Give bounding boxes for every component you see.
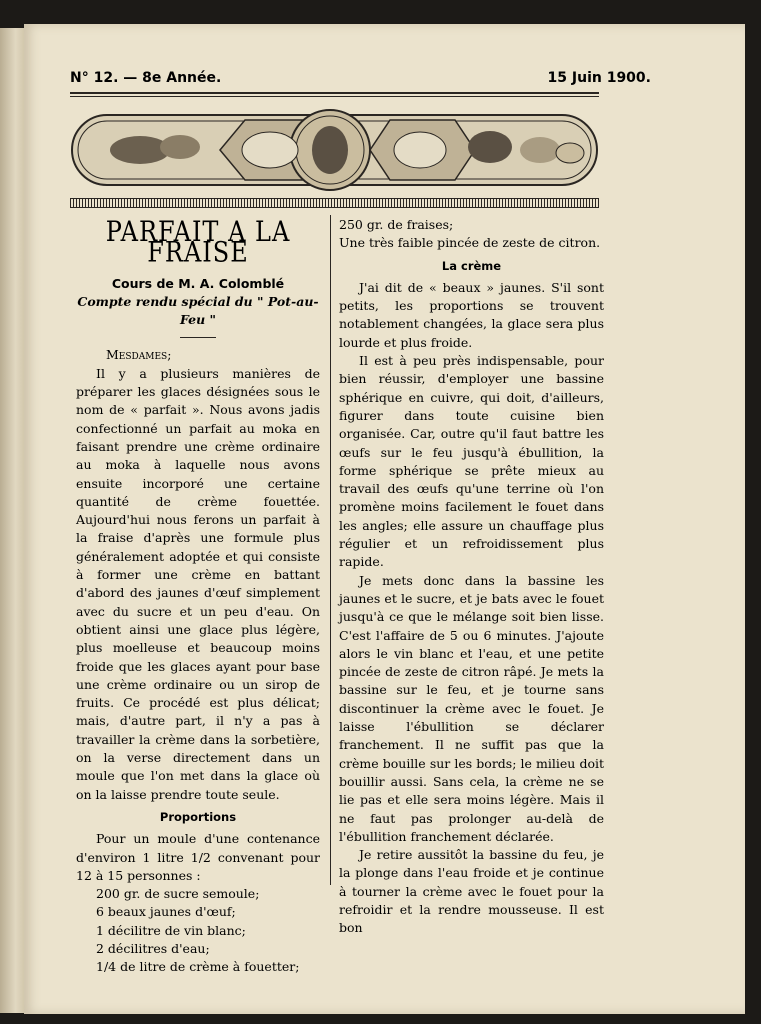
course-credit: Cours de M. A. Colomblé [111, 275, 285, 291]
creme-heading: La crème [441, 258, 502, 273]
ingredient-item: 1/4 de litre de crème à fouetter; [96, 959, 300, 975]
intro-paragraph: Il y a plusieurs manières de préparer les glaces désignées sous le nom de « parfait ». Nous avons jadis confectionné un parfait au moka en faisant prendre une crème ordinaire au moka à laquelle nous avons ensuite incorporé une certaine quantité de crème fouettée. Aujourd'hui nous ferons un parfait à la fraise d'après une formule plus généralement adoptée et qui consiste à former une crème en battant d'abord des jaunes d'œuf simplement avec du sucre et un peu d'eau. On obtient ainsi une glace plus légère, plus moelleuse et beaucoup moins froide que les glaces ayant pour base une crème ordinaire ou un sirop de fruits. Ce procédé est plus délicat; mais, d'autre part, il n'y a pas à travailler la crème dans la sorbetière, on la verse directement dans un moule que l'on met dans la glace où on la laisse prendre toute seule. [76, 365, 320, 802]
ingredient-list-continued [339, 216, 604, 253]
ingredient-item: Une très faible pincée de zeste de citron. [339, 235, 601, 251]
issue-date: 15 Juin 1900. [547, 70, 651, 86]
left-column [76, 216, 320, 977]
previous-page-edge [0, 28, 26, 1013]
course-subtitle: Compte rendu spécial du " Pot-au-Feu " [77, 293, 319, 328]
page-header [70, 70, 651, 86]
title-rule [180, 337, 216, 338]
proportions-heading: Proportions [159, 809, 237, 824]
body-paragraph: J'ai dit de « beaux » jaunes. S'il sont petits, les proportions se trouvent notablement changées, la glace sera plus lourde et plus froide. [339, 279, 604, 350]
farm-animals-illustration [70, 105, 599, 195]
ingredient-item: 1 décilitre de vin blanc; [96, 922, 246, 938]
right-column [339, 216, 604, 938]
header-rule-thin [70, 96, 599, 97]
header-rule [70, 92, 599, 94]
body-paragraph: Il est à peu près indispensable, pour bien réussir, d'employer une bassine sphérique en cuivre, qui doit, d'ailleurs, figurer dans toute cuisine bien organisée. Car, outre qu'il faut battre les œufs sur le feu jusqu'à ébullition, la forme sphérique se prête mieux au travail des œufs qu'une terrine où l'on promène moins facilement le fouet dans les angles; elle assure un chauffage plus régulier et un refroidissement plus rapide. [339, 353, 604, 570]
ingredient-list [76, 885, 320, 976]
ornamental-border [70, 198, 599, 208]
ingredient-item: 6 beaux jaunes d'œuf; [96, 904, 236, 920]
body-paragraph: Je mets donc dans la bassine les jaunes et le sucre, et je bats avec le fouet jusqu'à ce que le mélange soit bien lisse. C'est l'affaire de 5 ou 6 minutes. J'ajoute alors le vin blanc et l'eau, et une petite pincée de zeste de citron râpé. Je mets la bassine sur le feu, et je tourne sans discontinuer la crème avec le fouet. Je laisse l'ébullition se déclarer franchement. Il ne suffit pas que la crème bouille sur les bords; le milieu doit bouillir aussi. Sans cela, la crème ne se lie pas et elle sera moins légère. Mais il ne faut pas prolonger au-delà de l'ébullition franchement déclarée. [339, 572, 604, 844]
ingredient-item: 250 gr. de fraises; [339, 217, 454, 232]
issue-number: N° 12. — 8e Année. [70, 70, 222, 86]
ingredient-item: 2 décilitres d'eau; [96, 940, 210, 956]
salutation: Mesdames; [106, 347, 172, 363]
article-title: PARFAIT A LA FRAISE [105, 215, 291, 269]
proportions-intro: Pour un moule d'une contenance d'environ 1 litre 1/2 convenant pour 12 à 15 personnes : [76, 831, 320, 883]
body-paragraph: Je retire aussitôt la bassine du feu, je la plonge dans l'eau froide et je continue à tourner la crème avec le fouet pour la refroidir et la rendre mousseuse. Il est bon [339, 847, 604, 936]
ingredient-item: 200 gr. de sucre semoule; [96, 886, 260, 902]
column-divider [330, 215, 331, 885]
